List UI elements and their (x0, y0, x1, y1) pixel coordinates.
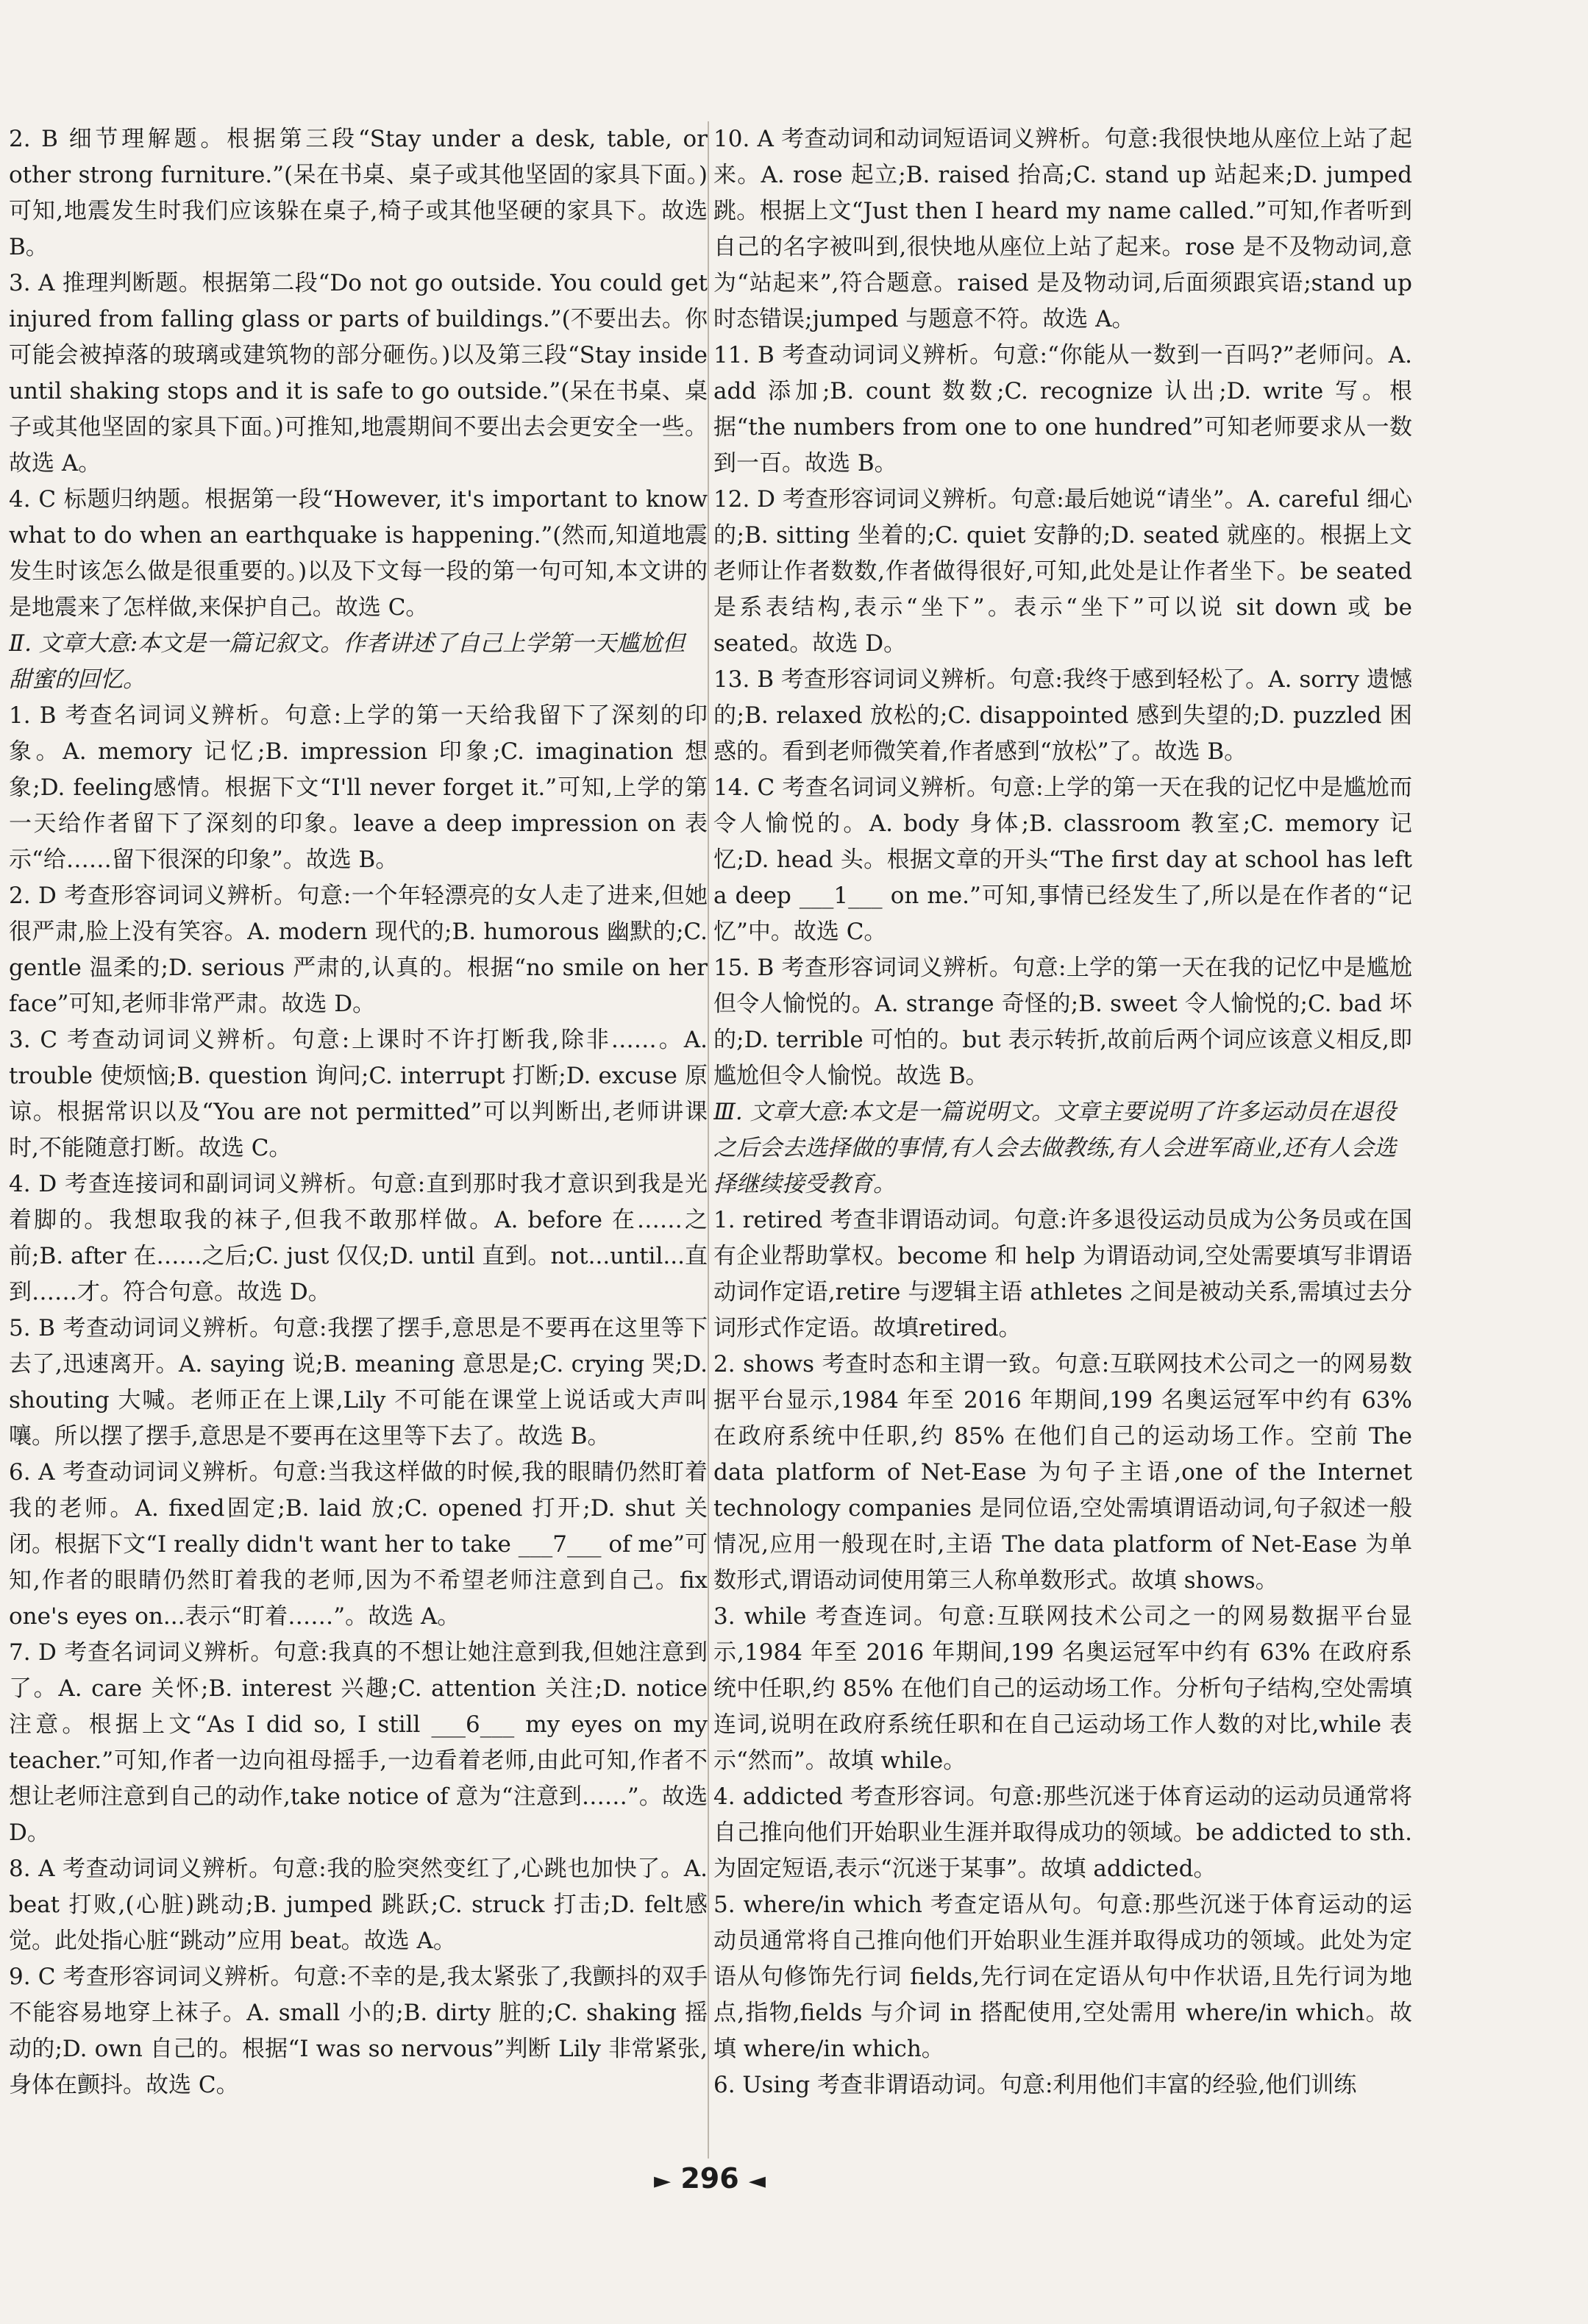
answer-entry: 3. A 推理判断题。根据第二段“Do not go outside. You could get injured from falling glass or parts of buildings.”(不要出去。你可能会被掉落的玻璃或建筑物的部分砸伤。)以及第三段“Stay inside until shaking stops and it is safe to go outside.”(呆在书桌、桌子或其他坚固的家具下面。)可推知,地震期间不要出去会更安全一些。故选 A。 (9, 270, 708, 477)
answer-entry: 11. B 考查动词词义辨析。句意:“你能从一数到一百吗?”老师问。A. add 添加;B. count 数数;C. recognize 认出;D. write 写。根据“the numbers from one to one hundred”可知老师要求从一数到一百。故选 B。 (713, 342, 1412, 477)
answer-entry: 6. A 考查动词词义辨析。句意:当我这样做的时候,我的眼睛仍然盯着我的老师。A. fixed固定;B. laid 放;C. opened 打开;D. shut 关闭。根据下文“I really didn't want her to take ___7___ of me”可知,作者的眼睛仍然盯着我的老师,因为不希望老师注意到自己。fix one's eyes on...表示“盯着……”。故选 A。 (9, 1459, 708, 1630)
answer-entry: 3. C 考查动词词义辨析。句意:上课时不许打断我,除非……。A. trouble 使烦恼;B. question 询问;C. interrupt 打断;D. excuse 原谅。根据常识以及“You are not permitted”可以判断出,老师讲课时,不能随意打断。故选 C。 (9, 1027, 708, 1161)
answer-entry: 3. while 考查连词。句意:互联网技术公司之一的网易数据平台显示,1984 年至 2016 年期间,199 名奥运冠军中约有 63% 在政府系统中任职,约 85% 在他们自己的运动场工作。分析句子结构,空处需填连词,说明在政府系统任职和在自己运动场工作人数的对比,while 表示“然而”。故填 while。 (713, 1603, 1412, 1774)
answer-entry: 14. C 考查名词词义辨析。句意:上学的第一天在我的记忆中是尴尬而令人愉悦的。A. body 身体;B. classroom 教室;C. memory 记忆;D. head 头。根据文章的开头“The first day at school has left a deep ___1___ on me.”可知,事情已经发生了,所以是在作者的“记忆”中。故选 C。 (713, 774, 1412, 945)
section-heading: Ⅲ. 文章大意:本文是一篇说明文。文章主要说明了许多运动员在退役之后会去选择做的事情,有人会去做教练,有人会进军商业,还有人会选择继续接受教育。 (713, 1099, 1397, 1197)
answer-entry: 9. C 考查形容词词义辨析。句意:不幸的是,我太紧张了,我颤抖的双手不能容易地穿上袜子。A. small 小的;B. dirty 脏的;C. shaking 摇动的;D. own 自己的。根据“I was so nervous”判断 Lily 非常紧张,身体在颤抖。故选 C。 (9, 1964, 708, 2098)
answer-entry: 2. shows 考查时态和主谓一致。句意:互联网技术公司之一的网易数据平台显示,1984 年至 2016 年期间,199 名奥运冠军中约有 63% 在政府系统中任职,约 85% 在他们自己的运动场工作。空前 The data platform of Net-Ease 为句子主语,one of the Internet technology companies 是同位语,空处需填谓语动词,句子叙述一般情况,应用一般现在时,主语 The data platform of Net-Ease 为单数形式,谓语动词使用第三人称单数形式。故填 shows。 (713, 1351, 1412, 1594)
answer-entry: 12. D 考查形容词词义辨析。句意:最后她说“请坐”。A. careful 细心的;B. sitting 坐着的;C. quiet 安静的;D. seated 就座的。根据上文老师让作者数数,作者做得很好,可知,此处是让作者坐下。be seated 是系表结构,表示“坐下”。表示“坐下”可以说 sit down 或 be seated。故选 D。 (713, 486, 1412, 657)
right-column (713, 121, 1412, 2159)
right-arrow-icon: ► (654, 2168, 672, 2194)
answer-entry: 13. B 考查形容词词义辨析。句意:我终于感到轻松了。A. sorry 遗憾的;B. relaxed 放松的;C. disappointed 感到失望的;D. puzzled 困惑的。看到老师微笑着,作者感到“放松”了。故选 B。 (713, 666, 1412, 765)
answer-entry: 7. D 考查名词词义辨析。句意:我真的不想让她注意到我,但她注意到了。A. care 关怀;B. interest 兴趣;C. attention 关注;D. notice 注意。根据上文“As I did so, I still ___6___ my eyes on my teacher.”可知,作者一边向祖母摇手,一边看着老师,由此可知,作者不想让老师注意到自己的动作,take notice of 意为“注意到……”。故选 D。 (9, 1639, 708, 1846)
answer-entry: 5. where/in which 考查定语从句。句意:那些沉迷于体育运动的运动员通常将自己推向他们开始职业生涯并取得成功的领域。此处为定语从句修饰先行词 fields,先行词在定语从句中作状语,且先行词为地点,指物,fields 与介词 in 搭配使用,空处需用 where/in which。故填 where/in which。 (713, 1892, 1412, 2062)
answer-entry: 4. addicted 考查形容词。句意:那些沉迷于体育运动的运动员通常将自己推向他们开始职业生涯并取得成功的领域。be addicted to sth. 为固定短语,表示“沉迷于某事”。故填 addicted。 (713, 1783, 1412, 1882)
answer-entry: 8. A 考查动词词义辨析。句意:我的脸突然变红了,心跳也加快了。A. beat 打败,(心脏)跳动;B. jumped 跳跃;C. struck 打击;D. felt感觉。此处指心脏“跳动”应用 beat。故选 A。 (9, 1856, 708, 1954)
answer-entry: 4. D 考查连接词和副词词义辨析。句意:直到那时我才意识到我是光着脚的。我想取我的袜子,但我不敢那样做。A. before 在……之前;B. after 在……之后;C. just 仅仅;D. until 直到。not...until...直到……才。符合句意。故选 D。 (9, 1171, 708, 1305)
column-divider (708, 121, 709, 2159)
answer-entry: 5. B 考查动词词义辨析。句意:我摆了摆手,意思是不要再在这里等下去了,迅速离开。A. saying 说;B. meaning 意思是;C. crying 哭;D. shouting 大喊。老师正在上课,Lily 不可能在课堂上说话或大声叫嚷。所以摆了摆手,意思是不要再在这里等下去了。故选 B。 (9, 1315, 708, 1450)
answer-entry: 1. retired 考查非谓语动词。句意:许多退役运动员成为公务员或在国有企业帮助掌权。become 和 help 为谓语动词,空处需要填写非谓语动词作定语,retire 与逻辑主语 athletes 之间是被动关系,需填过去分词形式作定语。故填retired。 (713, 1207, 1412, 1341)
answer-entry: 2. B 细节理解题。根据第三段“Stay under a desk, table, or other strong furniture.”(呆在书桌、桌子或其他坚固的家具下面。)可知,地震发生时我们应该躲在桌子,椅子或其他坚硬的家具下。故选 B。 (9, 126, 708, 260)
answer-entry: 4. C 标题归纳题。根据第一段“However, it's important to know what to do when an earthquake is happening.”(然而,知道地震发生时该怎么做是很重要的。)以及下文每一段的第一句可知,本文讲的是地震来了怎样做,来保护自己。故选 C。 (9, 486, 708, 621)
page-number (0, 2162, 1420, 2195)
answer-entry: 15. B 考查形容词词义辨析。句意:上学的第一天在我的记忆中是尴尬但令人愉悦的。A. strange 奇怪的;B. sweet 令人愉悦的;C. bad 坏的;D. terrible 可怕的。but 表示转折,故前后两个词应该意义相反,即尴尬但令人愉悦。故选 B。 (713, 955, 1412, 1089)
answer-entry: 2. D 考查形容词词义辨析。句意:一个年轻漂亮的女人走了进来,但她很严肃,脸上没有笑容。A. modern 现代的;B. humorous 幽默的;C. gentle 温柔的;D. serious 严肃的,认真的。根据“no smile on her face”可知,老师非常严肃。故选 D。 (9, 883, 708, 1017)
section-heading: Ⅱ. 文章大意:本文是一篇记叙文。作者讲述了自己上学第一天尴尬但甜蜜的回忆。 (9, 630, 686, 693)
answer-entry: 6. Using 考查非谓语动词。句意:利用他们丰富的经验,他们训练 (713, 2072, 1357, 2098)
answer-entry: 1. B 考查名词词义辨析。句意:上学的第一天给我留下了深刻的印象。A. memory 记忆;B. impression 印象;C. imagination 想象;D. feeling感情。根据下文“I'll never forget it.”可知,上学的第一天给作者留下了深刻的印象。leave a deep impression on 表示“给……留下很深的印象”。故选 B。 (9, 702, 708, 873)
left-arrow-icon: ◄ (748, 2168, 766, 2194)
left-column (9, 121, 708, 2159)
answer-entry: 10. A 考查动词和动词短语词义辨析。句意:我很快地从座位上站了起来。A. rose 起立;B. raised 抬高;C. stand up 站起来;D. jumped 跳。根据上文“Just then I heard my name called.”可知,作者听到自己的名字被叫到,很快地从座位上站了起来。rose 是不及物动词,意为“站起来”,符合题意。raised 是及物动词,后面须跟宾语;stand up 时态错误;jumped 与题意不符。故选 A。 (713, 126, 1412, 332)
page-number-text: 296 (680, 2162, 739, 2195)
